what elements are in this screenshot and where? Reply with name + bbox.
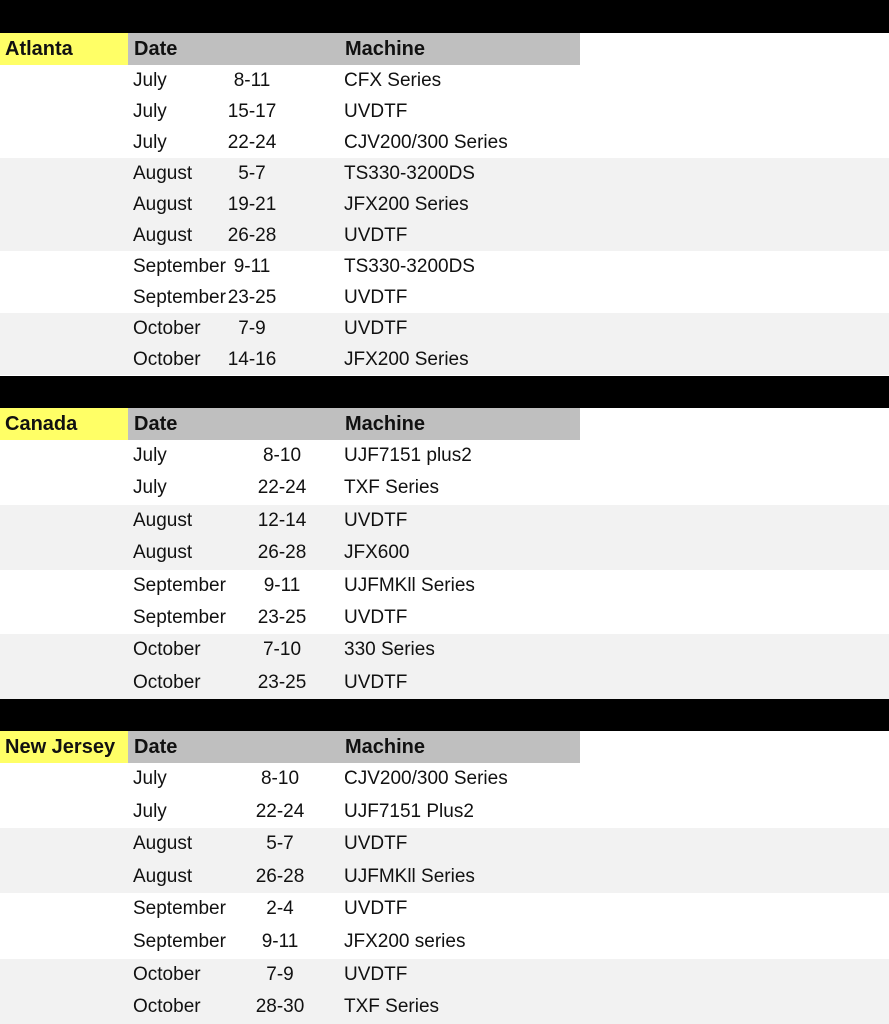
machine-cell: JFX600 <box>344 542 410 564</box>
location-label: Canada <box>0 408 128 440</box>
machine-cell: JFX200 Series <box>344 194 469 215</box>
month-cell: October <box>133 318 201 339</box>
days-cell: 9-11 <box>263 574 301 596</box>
days-cell: 5-7 <box>238 163 266 184</box>
month-cell: August <box>133 833 193 855</box>
month-cell: July <box>133 768 167 789</box>
month-cell: July <box>133 70 167 91</box>
days-cell: 23-25 <box>227 287 277 308</box>
table-row <box>0 763 889 796</box>
machine-cell: UJFMKll Series <box>344 574 475 596</box>
month-cell: October <box>133 963 201 985</box>
month-cell: October <box>133 996 201 1018</box>
days-cell: 8-10 <box>262 445 302 466</box>
machine-cell: UVDTF <box>344 101 408 122</box>
days-cell: 5-7 <box>266 833 294 855</box>
days-cell: 14-16 <box>227 349 277 370</box>
month-cell: July <box>133 477 167 499</box>
days-cell: 15-17 <box>227 101 277 122</box>
table-row <box>0 158 889 189</box>
machine-cell: UVDTF <box>344 509 408 531</box>
table-row <box>0 893 889 926</box>
days-cell: 8-10 <box>260 768 300 789</box>
table-row <box>0 472 889 504</box>
machine-cell: UVDTF <box>344 671 408 693</box>
section-divider <box>0 376 889 408</box>
month-cell: October <box>133 671 201 693</box>
table-row <box>0 570 889 602</box>
machine-cell: UVDTF <box>344 225 408 246</box>
days-cell: 23-25 <box>257 607 307 628</box>
section-divider <box>0 0 889 33</box>
month-cell: August <box>133 194 193 215</box>
table-row <box>0 282 889 313</box>
month-cell: September <box>133 898 226 920</box>
machine-cell: UVDTF <box>344 963 408 985</box>
month-cell: August <box>133 865 193 887</box>
month-cell: September <box>133 256 226 277</box>
table-row <box>0 440 889 472</box>
machine-cell: UVDTF <box>344 287 408 308</box>
machine-cell: CJV200/300 Series <box>344 768 508 789</box>
month-cell: July <box>133 445 167 466</box>
table-row <box>0 828 889 861</box>
month-cell: August <box>133 163 193 184</box>
days-cell: 22-24 <box>227 132 277 153</box>
month-cell: September <box>133 607 226 628</box>
table-row <box>0 537 889 569</box>
days-cell: 23-25 <box>257 671 307 693</box>
month-cell: September <box>133 574 226 596</box>
month-cell: July <box>133 132 167 153</box>
machine-cell: JFX200 series <box>344 931 466 952</box>
month-cell: July <box>133 800 167 822</box>
machine-cell: CFX Series <box>344 70 442 91</box>
canada-header-row <box>0 408 889 440</box>
month-cell: August <box>133 509 193 531</box>
location-label: New Jersey <box>0 731 128 763</box>
days-cell: 19-21 <box>227 194 277 215</box>
machine-cell: UVDTF <box>344 318 408 339</box>
table-row <box>0 602 889 634</box>
table-row <box>0 65 889 96</box>
month-cell: August <box>133 225 193 246</box>
days-cell: 7-9 <box>238 318 266 339</box>
machine-cell: CJV200/300 Series <box>344 132 508 153</box>
machine-cell: UJFMKll Series <box>344 865 475 887</box>
month-cell: September <box>133 931 226 952</box>
days-cell: 7-9 <box>266 963 294 985</box>
table-row <box>0 991 889 1024</box>
table-row <box>0 926 889 959</box>
days-cell: 7-10 <box>262 639 302 661</box>
machine-cell: UVDTF <box>344 607 408 628</box>
machine-column-header: Machine <box>345 413 426 435</box>
date-column-header: Date <box>134 38 178 60</box>
machine-cell: JFX200 Series <box>344 349 469 370</box>
days-cell: 2-4 <box>266 898 294 920</box>
days-cell: 9-11 <box>233 256 271 277</box>
days-cell: 26-28 <box>257 542 307 564</box>
days-cell: 12-14 <box>257 509 307 531</box>
machine-cell: UJF7151 plus2 <box>344 445 472 466</box>
month-cell: October <box>133 639 201 661</box>
table-row <box>0 861 889 894</box>
days-cell: 22-24 <box>257 477 307 499</box>
machine-column-header: Machine <box>345 736 426 758</box>
table-row <box>0 127 889 158</box>
machine-cell: UVDTF <box>344 898 408 920</box>
date-column-header: Date <box>134 736 178 758</box>
column-header <box>128 33 580 65</box>
machine-cell: UJF7151 Plus2 <box>344 800 474 822</box>
month-cell: October <box>133 349 201 370</box>
atlanta-header-row <box>0 33 889 65</box>
days-cell: 28-30 <box>255 996 305 1018</box>
table-row <box>0 96 889 127</box>
table-row <box>0 634 889 666</box>
machine-cell: TXF Series <box>344 477 440 499</box>
table-row <box>0 667 889 699</box>
month-cell: September <box>133 287 226 308</box>
table-row <box>0 959 889 992</box>
machine-cell: UVDTF <box>344 833 408 855</box>
month-cell: July <box>133 101 167 122</box>
days-cell: 8-11 <box>233 70 271 91</box>
days-cell: 26-28 <box>227 225 277 246</box>
table-row <box>0 505 889 537</box>
new-jersey-header-row <box>0 731 889 763</box>
month-cell: August <box>133 542 193 564</box>
date-column-header: Date <box>134 413 178 435</box>
days-cell: 9-11 <box>261 931 299 952</box>
section-divider <box>0 699 889 731</box>
days-cell: 26-28 <box>255 865 305 887</box>
days-cell: 22-24 <box>255 800 305 822</box>
column-header <box>128 408 580 440</box>
column-header <box>128 731 580 763</box>
machine-cell: TS330-3200DS <box>344 256 475 277</box>
location-label: Atlanta <box>0 33 128 65</box>
table-row <box>0 220 889 251</box>
table-row <box>0 344 889 375</box>
table-row <box>0 251 889 282</box>
machine-cell: TXF Series <box>344 996 440 1018</box>
machine-cell: 330 Series <box>344 639 435 661</box>
table-row <box>0 189 889 220</box>
table-row <box>0 796 889 829</box>
machine-column-header: Machine <box>345 38 426 60</box>
table-row <box>0 313 889 344</box>
machine-cell: TS330-3200DS <box>344 163 475 184</box>
